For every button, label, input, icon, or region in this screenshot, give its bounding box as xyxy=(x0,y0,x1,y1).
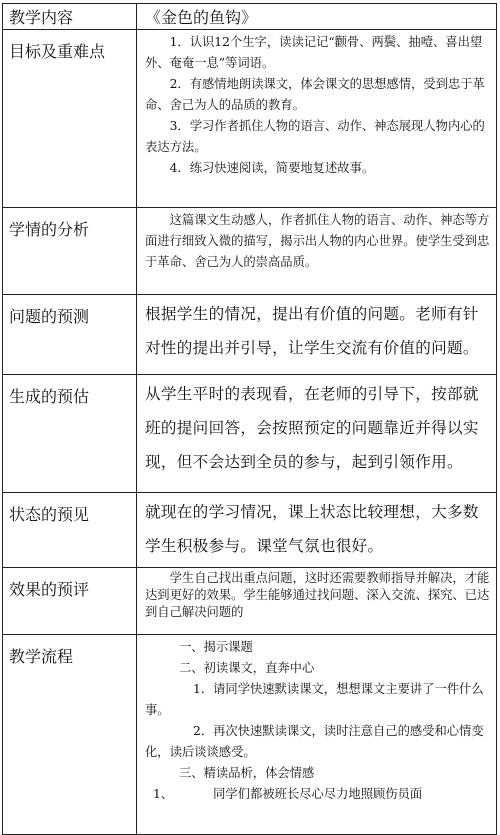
student-analysis-text: 这篇课文生动感人，作者抓住人物的语言、动作、神态等方面进行细致入微的描写，揭示出人物的内心世界。使学生受到忠于革命、舍己为人的崇高品质。 xyxy=(145,213,490,269)
goal-item: 3．学习作者抓住人物的语言、动作、神态展现人物内心的表达方法。 xyxy=(145,119,485,154)
state-forecast-label: 状态的预见 xyxy=(3,493,137,568)
student-analysis-label: 学情的分析 xyxy=(3,208,137,295)
flow-step: 二、初读课文，直奔中心 xyxy=(179,661,315,675)
generation-estimate-label: 生成的预估 xyxy=(3,375,137,493)
row-problem-prediction xyxy=(3,295,497,375)
flow-step: 三、精读品析，体会情感 xyxy=(179,766,315,780)
flow-substep: 1．请同学快速默读课文，想想课文主要讲了一件什么事。 xyxy=(145,682,484,717)
state-forecast-content xyxy=(137,493,497,568)
row-state-forecast xyxy=(3,493,497,568)
effect-evaluation-label: 效果的预评 xyxy=(3,568,137,635)
flow-substep-number: 1、 xyxy=(153,787,174,801)
row-teaching-flow xyxy=(3,635,497,835)
goal-item: 2．有感情地朗读课文，体会课文的思想感情，受到忠于革命、舍己为人的品质的教育。 xyxy=(145,77,485,112)
teaching-flow-content xyxy=(137,635,497,835)
teaching-content-label: 教学内容 xyxy=(3,4,137,30)
effect-evaluation-text: 学生自己找出重点问题，这时还需要教师指导并解决，才能达到更好的效果。学生能够通过找问题、深入交流、探究、已达到自己解决问题的 xyxy=(145,571,490,619)
effect-evaluation-content xyxy=(137,568,497,635)
row-effect-evaluation xyxy=(3,568,497,635)
row-teaching-content xyxy=(3,4,497,30)
generation-estimate-text: 从学生平时的表现看，在老师的引导下，按部就班的提问回答，会按照预定的问题靠近并得以实现，但不会达到全员的参与，起到引领作用。 xyxy=(145,385,479,471)
flow-substep-text: 同学们都被班长尽心尽力地照顾伤员面 xyxy=(213,787,423,801)
problem-prediction-text: 根据学生的情况，提出有价值的问题。老师有针对性的提出并引导，让学生交流有价值的问题。 xyxy=(145,305,479,357)
flow-substep: 2．再次快速默读课文，读时注意自己的感受和心情变化，读后谈谈感受。 xyxy=(145,724,484,759)
problem-prediction-label: 问题的预测 xyxy=(3,295,137,375)
goal-item: 4．练习快速阅读，简要地复述故事。 xyxy=(169,161,375,175)
row-generation-estimate xyxy=(3,375,497,493)
lesson-plan-table xyxy=(2,3,497,835)
flow-step: 一、揭示课题 xyxy=(179,640,253,654)
row-student-analysis xyxy=(3,208,497,295)
state-forecast-text: 就现在的学习情况，课上状态比较理想，大多数学生积极参与。课堂气氛也很好。 xyxy=(145,503,479,555)
teaching-flow-label: 教学流程 xyxy=(3,635,137,835)
goals-label: 目标及重难点 xyxy=(3,30,137,208)
student-analysis-content xyxy=(137,208,497,295)
flow-substep xyxy=(145,784,490,805)
lesson-title: 《金色的鱼钩》 xyxy=(137,4,497,30)
goals-content xyxy=(137,30,497,208)
row-goals xyxy=(3,30,497,208)
goal-item: 1．认识12个生字，读读记记“颧骨、两鬓、抽噎、喜出望外、奄奄一息”等词语。 xyxy=(145,35,483,70)
generation-estimate-content xyxy=(137,375,497,493)
problem-prediction-content xyxy=(137,295,497,375)
